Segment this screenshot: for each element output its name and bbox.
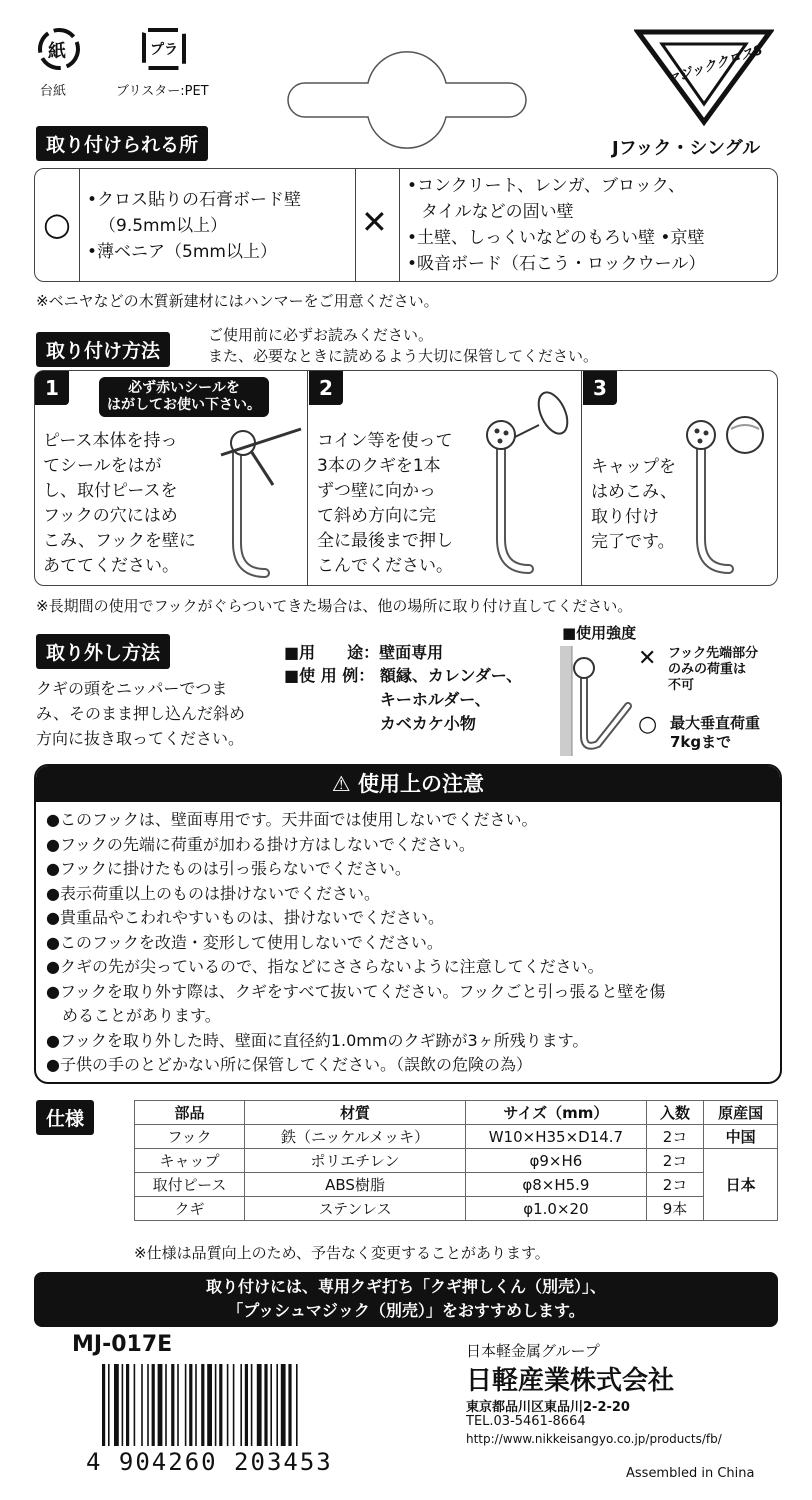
barcode-bar bbox=[185, 1364, 187, 1446]
barcode-bar bbox=[251, 1364, 253, 1446]
caution-item: ●このフックを改造・変形して使用しないでください。 bbox=[46, 932, 443, 952]
barcode-bar bbox=[134, 1364, 136, 1446]
company-address: 東京都品川区東品川2-2-20 bbox=[466, 1400, 630, 1415]
where-box bbox=[34, 168, 778, 282]
barcode-bar bbox=[165, 1364, 167, 1446]
ng-item: タイルなどの固い壁 bbox=[421, 202, 574, 222]
barcode-bar bbox=[171, 1364, 174, 1446]
spec-cell: 2コ bbox=[646, 1173, 704, 1197]
barcode-bar bbox=[152, 1364, 155, 1446]
example-row bbox=[284, 664, 522, 736]
caution-item: ●フックを取り外した時、壁面に直径約1.0mmのクギ跡が3ヶ所残ります。 bbox=[46, 1030, 589, 1050]
barcode-bar bbox=[201, 1364, 204, 1446]
use-label: ■用 途： bbox=[284, 643, 380, 662]
strength-ng-line: 不可 bbox=[668, 678, 695, 693]
barcode-bar bbox=[219, 1364, 222, 1446]
caution-header bbox=[36, 766, 780, 802]
barcode bbox=[100, 1364, 360, 1446]
barcode-bar bbox=[147, 1364, 149, 1446]
spec-header-cell: 原産国 bbox=[704, 1101, 778, 1125]
barcode-number: 4 904260 203453 bbox=[86, 1448, 333, 1476]
spec-header-cell: 部品 bbox=[135, 1101, 245, 1125]
strength-ng-line: フック先端部分 bbox=[668, 646, 759, 661]
company-url[interactable]: http://www.nikkeisangyo.co.jp/products/fb/ bbox=[466, 1432, 722, 1446]
ok-item: （9.5mm以上） bbox=[99, 216, 228, 236]
spec-cell: 2コ bbox=[646, 1125, 704, 1149]
example-label: ■使 用 例： bbox=[284, 666, 375, 685]
recycle-plastic-char: プラ bbox=[150, 42, 178, 58]
spec-cell: 取付ピース bbox=[135, 1173, 245, 1197]
caution-item: ●クギの先が尖っているので、指などにささらないように注意してください。 bbox=[46, 957, 604, 976]
step-2-line: こんでください。 bbox=[317, 556, 453, 576]
assembled-in: Assembled in China bbox=[626, 1466, 755, 1481]
step-1-line: ピース本体を持っ bbox=[43, 431, 178, 451]
barcode-bar bbox=[240, 1364, 242, 1446]
install-steps-box bbox=[34, 370, 778, 586]
step-3-line: 取り付け bbox=[591, 507, 659, 527]
model-number: MJ-017E bbox=[72, 1332, 173, 1357]
barcode-bar bbox=[276, 1364, 278, 1446]
caution-box bbox=[34, 764, 782, 1084]
recommend-bar bbox=[34, 1272, 778, 1327]
strength-ng-line: のみの荷重は bbox=[668, 662, 747, 677]
spec-header-row bbox=[135, 1101, 778, 1125]
spec-note: ※仕様は品質向上のため、予告なく変更することがあります。 bbox=[134, 1244, 550, 1262]
strength-ng-symbol: ✕ bbox=[638, 646, 657, 671]
spec-cell: W10×H35×D14.7 bbox=[466, 1125, 647, 1149]
example-value: 額縁、カレンダー、 bbox=[379, 666, 523, 685]
spec-cell: クギ bbox=[135, 1197, 245, 1221]
barcode-bar bbox=[264, 1364, 267, 1446]
spec-cell: フック bbox=[135, 1125, 245, 1149]
step-1-hook-illustration bbox=[215, 423, 305, 583]
where-title: 取り付けられる所 bbox=[36, 126, 208, 161]
spec-cell-origin: 中国 bbox=[704, 1125, 778, 1149]
caution-item: めることがあります。 bbox=[62, 1006, 221, 1025]
barcode-bar bbox=[296, 1364, 298, 1446]
strength-ok-symbol: ○ bbox=[638, 712, 658, 737]
spec-cell: 鉄（ニッケルメッキ） bbox=[245, 1125, 466, 1149]
step-1-number: 1 bbox=[35, 371, 69, 405]
example-value: カベカケ小物 bbox=[379, 714, 476, 733]
barcode-bar bbox=[189, 1364, 192, 1446]
caution-title: ⚠ 使用上の注意 bbox=[331, 772, 485, 796]
caution-list bbox=[36, 802, 780, 1078]
step-1-callout-line: はがしてお使い下さい。 bbox=[107, 397, 261, 413]
strength-ok-text bbox=[670, 714, 760, 752]
spec-cell: キャップ bbox=[135, 1149, 245, 1173]
where-divider-2 bbox=[355, 169, 356, 281]
step-divider-2 bbox=[581, 371, 582, 585]
step-2-number: 2 bbox=[309, 371, 343, 405]
barcode-bar bbox=[177, 1364, 179, 1446]
step-1-line: フックの穴にはめ bbox=[43, 506, 178, 526]
spec-row bbox=[135, 1149, 778, 1173]
spec-cell: ステンレス bbox=[245, 1197, 466, 1221]
spec-title: 仕様 bbox=[36, 1100, 94, 1135]
remove-line: み、そのまま押し込んだ斜め bbox=[36, 704, 245, 723]
spec-cell: 2コ bbox=[646, 1149, 704, 1173]
install-title: 取り付け方法 bbox=[36, 332, 170, 367]
step-2-hook-illustration bbox=[479, 389, 579, 579]
ng-item: •吸音ボード（石こう・ロックウール） bbox=[407, 254, 706, 274]
step-1-line: し、取付ピースを bbox=[43, 481, 178, 501]
step-3-line: 完了です。 bbox=[591, 532, 675, 552]
step-2-line: て斜め方向に完 bbox=[317, 506, 436, 526]
recommend-line: 「プッシュマジック（別売）」をおすすめします。 bbox=[227, 1301, 585, 1320]
example-value: キーホルダー、 bbox=[379, 690, 491, 709]
barcode-bar bbox=[207, 1364, 212, 1446]
caution-item: ●表示荷重以上のものは掛けないでください。 bbox=[46, 883, 380, 903]
strength-ok-line: 7kgまで bbox=[670, 733, 732, 751]
step-1-line: こみ、フックを壁に bbox=[43, 531, 196, 551]
ng-list bbox=[407, 173, 705, 277]
strength-title: ■使用強度 bbox=[562, 624, 637, 642]
caution-item: ●フックの先端に荷重が加わる掛け方はしないでください。 bbox=[46, 834, 475, 854]
step-3-text bbox=[591, 455, 677, 555]
spec-header-cell: 入数 bbox=[646, 1101, 704, 1125]
strength-illustration bbox=[560, 646, 640, 756]
step-1-text bbox=[43, 429, 196, 579]
step-divider-1 bbox=[307, 371, 308, 585]
step-1-callout bbox=[99, 377, 269, 417]
step-2-text bbox=[317, 429, 453, 579]
company-name: 日軽産業株式会社 bbox=[466, 1366, 675, 1396]
use-value: 壁面専用 bbox=[379, 643, 444, 662]
strength-ng-text bbox=[668, 646, 758, 694]
barcode-bar bbox=[257, 1364, 262, 1446]
ng-symbol: ✕ bbox=[361, 203, 388, 241]
recycle-plastic-icon bbox=[140, 26, 188, 72]
spec-cell: φ9×H6 bbox=[466, 1149, 647, 1173]
step-1-line: てシールをはが bbox=[43, 456, 162, 476]
company-group: 日本軽金属グループ bbox=[466, 1342, 600, 1360]
where-divider-3 bbox=[399, 169, 400, 281]
company-tel: TEL.03-5461-8664 bbox=[466, 1414, 586, 1429]
caution-item: ●このフックは、壁面専用です。天井面では使用しないでください。 bbox=[46, 810, 538, 829]
ok-list bbox=[87, 187, 301, 265]
step-1-callout-line: 必ず赤いシールを bbox=[128, 380, 240, 396]
recommend-line: 取り付けには、専用クギ打ち「クギ押しくん（別売）」、 bbox=[205, 1277, 606, 1296]
ok-item: •クロス貼りの石膏ボード壁 bbox=[87, 190, 302, 210]
step-3-line: はめこみ、 bbox=[591, 482, 678, 502]
step-3-line: キャップを bbox=[591, 457, 676, 477]
ok-item: •薄ベニア（5mm以上） bbox=[87, 242, 277, 262]
barcode-bar bbox=[227, 1364, 229, 1446]
ng-item: •土壁、しっくいなどのもろい壁 •京壁 bbox=[407, 228, 705, 248]
barcode-bar bbox=[215, 1364, 217, 1446]
barcode-bar bbox=[141, 1364, 143, 1446]
step-2-line: ずつ壁に向かっ bbox=[317, 481, 436, 501]
barcode-bar bbox=[233, 1364, 235, 1446]
spec-cell: φ8×H5.9 bbox=[466, 1173, 647, 1197]
caution-item: ●貴重品やこわれやすいものは、掛けないでください。 bbox=[46, 908, 444, 927]
where-note: ※ベニヤなどの木質新建材にはハンマーをご用意ください。 bbox=[36, 292, 439, 310]
barcode-bar bbox=[158, 1364, 163, 1446]
where-divider-1 bbox=[79, 169, 80, 281]
spec-cell: φ1.0×20 bbox=[466, 1197, 647, 1221]
spec-header-cell: サイズ（mm） bbox=[466, 1101, 647, 1125]
barcode-bar bbox=[270, 1364, 272, 1446]
spec-row bbox=[135, 1173, 778, 1197]
step-2-line: 全に最後まで押し bbox=[317, 531, 453, 551]
ng-item: •コンクリート、レンガ、ブロック、 bbox=[407, 176, 686, 196]
recycle-paper-label: 台紙 bbox=[40, 84, 67, 99]
barcode-bar bbox=[126, 1364, 129, 1446]
barcode-bar bbox=[288, 1364, 291, 1446]
install-intro-2: また、必要なときに読めるよう大切に保管してください。 bbox=[208, 347, 599, 365]
step-3-hook-illustration bbox=[679, 407, 775, 579]
spec-cell: ABS樹脂 bbox=[245, 1173, 466, 1197]
remove-title: 取り外し方法 bbox=[36, 634, 170, 669]
barcode-bar bbox=[102, 1364, 105, 1446]
step-1-line: あててください。 bbox=[43, 556, 179, 576]
step-3-number: 3 bbox=[583, 371, 617, 405]
spec-header-cell: 材質 bbox=[245, 1101, 466, 1125]
hanger-hole bbox=[280, 45, 534, 155]
remove-line: クギの頭をニッパーでつま bbox=[36, 679, 228, 698]
barcode-bar bbox=[108, 1364, 110, 1446]
brand-name: マジッククロス8 bbox=[664, 42, 765, 88]
barcode-bar bbox=[122, 1364, 124, 1446]
barcode-bar bbox=[245, 1364, 248, 1446]
barcode-bar bbox=[281, 1364, 286, 1446]
spec-cell: 9本 bbox=[646, 1197, 704, 1221]
install-intro-1: ご使用前に必ずお読みください。 bbox=[208, 326, 434, 344]
use-row bbox=[284, 640, 443, 663]
spec-row bbox=[135, 1197, 778, 1221]
install-note: ※長期間の使用でフックがぐらついてきた場合は、他の場所に取り付け直してください。 bbox=[36, 597, 633, 615]
caution-item: ●フックに掛けたものは引っ張らないでください。 bbox=[46, 859, 411, 878]
recycle-paper-char: 紙 bbox=[48, 41, 66, 62]
spec-table bbox=[134, 1100, 778, 1221]
caution-item: ●子供の手のとどかない所に保管してください。（誤飲の危険の為） bbox=[46, 1055, 532, 1074]
spec-cell: ポリエチレン bbox=[245, 1149, 466, 1173]
caution-item: ●フックを取り外す際は、クギをすべて抜いてください。フックごと引っ張ると壁を傷 bbox=[46, 981, 666, 1001]
strength-ok-line: 最大垂直荷重 bbox=[670, 714, 761, 732]
recycle-paper-icon bbox=[38, 28, 80, 70]
ok-symbol: ○ bbox=[43, 205, 71, 243]
step-2-line: 3本のクギを1本 bbox=[317, 456, 441, 476]
step-2-line: コイン等を使って bbox=[317, 431, 453, 451]
spec-row bbox=[135, 1125, 778, 1149]
brand-logo bbox=[634, 26, 774, 126]
remove-line: 方向に抜き取ってください。 bbox=[36, 729, 245, 748]
recycle-plastic-label: ブリスター:PET bbox=[116, 84, 209, 99]
spec-cell-origin: 日本 bbox=[704, 1149, 778, 1221]
remove-text bbox=[36, 676, 245, 751]
barcode-bar bbox=[195, 1364, 197, 1446]
product-name: Jフック・シングル bbox=[612, 138, 761, 159]
barcode-bar bbox=[114, 1364, 119, 1446]
